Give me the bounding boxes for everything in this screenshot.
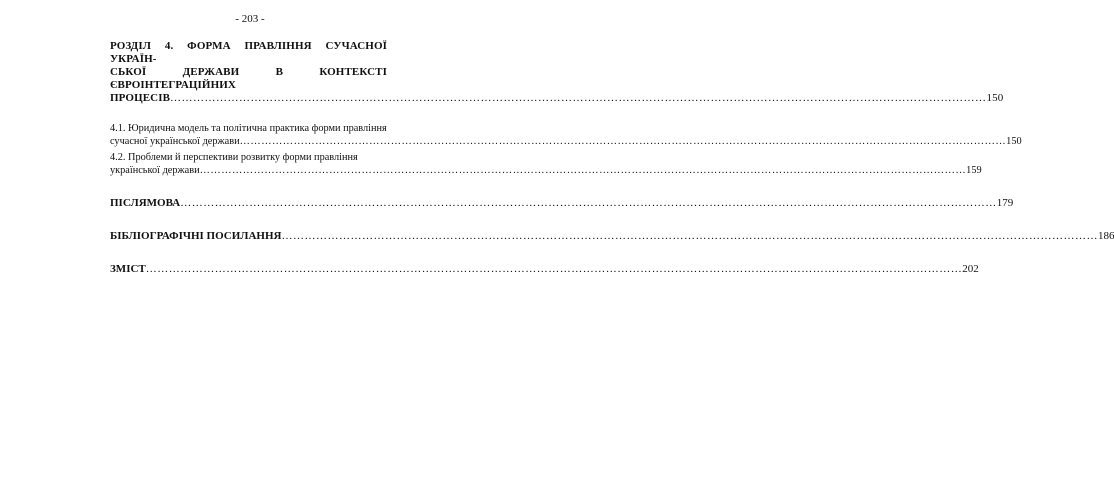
chapter-page-number: 150 <box>986 92 1004 104</box>
toc-section-4-2[interactable] <box>110 151 982 177</box>
references-title: БІБЛІОГРАФІЧНІ ПОСИЛАННЯ <box>110 230 282 242</box>
toc-afterword[interactable] <box>110 197 1014 210</box>
section-4-1-page-number: 150 <box>1006 136 1022 147</box>
dot-leader: …………………………………………………………………………………………………………………………………………………………………………………………… <box>145 263 963 275</box>
section-4-2-page-number: 159 <box>966 165 982 176</box>
section-4-2-line-1: 4.2. Проблеми й перспективи розвитку форми правління <box>110 152 358 163</box>
section-4-2-title-end: української держави <box>110 165 200 176</box>
dot-leader: …………………………………………………………………………………………………………………………………………………………………………………………… <box>239 136 1007 147</box>
section-4-1-line-1: 4.1. Юридична модель та політична практика форми правління <box>110 123 387 134</box>
section-4-2-line-2 <box>110 164 982 177</box>
dot-leader: …………………………………………………………………………………………………………………………………………………………………………………………… <box>170 92 987 104</box>
section-4-1-line-2 <box>110 135 1022 148</box>
toc-section-4-1[interactable] <box>110 122 1022 148</box>
contents-title: ЗМІСТ <box>110 263 146 275</box>
toc-references[interactable] <box>110 230 1114 243</box>
afterword-page-number: 179 <box>996 197 1014 209</box>
chapter-title-line-3 <box>110 92 1004 105</box>
page-number: - 203 - <box>235 13 265 25</box>
dot-leader: …………………………………………………………………………………………………………………………………………………………………………………………… <box>180 197 997 209</box>
references-page-number: 186 <box>1097 230 1114 242</box>
table-of-contents <box>110 40 1114 276</box>
contents-page-number: 202 <box>962 263 979 275</box>
dot-leader: …………………………………………………………………………………………………………………………………………………………………………………………… <box>199 165 967 176</box>
afterword-title: ПІСЛЯМОВА <box>110 197 181 209</box>
toc-contents[interactable] <box>110 263 979 276</box>
chapter-title-line-1: РОЗДІЛ 4. ФОРМА ПРАВЛІННЯ СУЧАСНОЇ УКРАЇН- <box>110 40 387 65</box>
chapter-title-end: ПРОЦЕСІВ <box>110 92 171 104</box>
chapter-title-line-2: СЬКОЇ ДЕРЖАВИ В КОНТЕКСТІ ЄВРОІНТЕГРАЦІЙНИХ <box>110 66 387 91</box>
toc-chapter-4[interactable] <box>110 40 1004 105</box>
dot-leader: …………………………………………………………………………………………………………………………………………………………………………………………… <box>281 230 1098 242</box>
section-4-1-title-end: сучасної української держави <box>110 136 240 147</box>
